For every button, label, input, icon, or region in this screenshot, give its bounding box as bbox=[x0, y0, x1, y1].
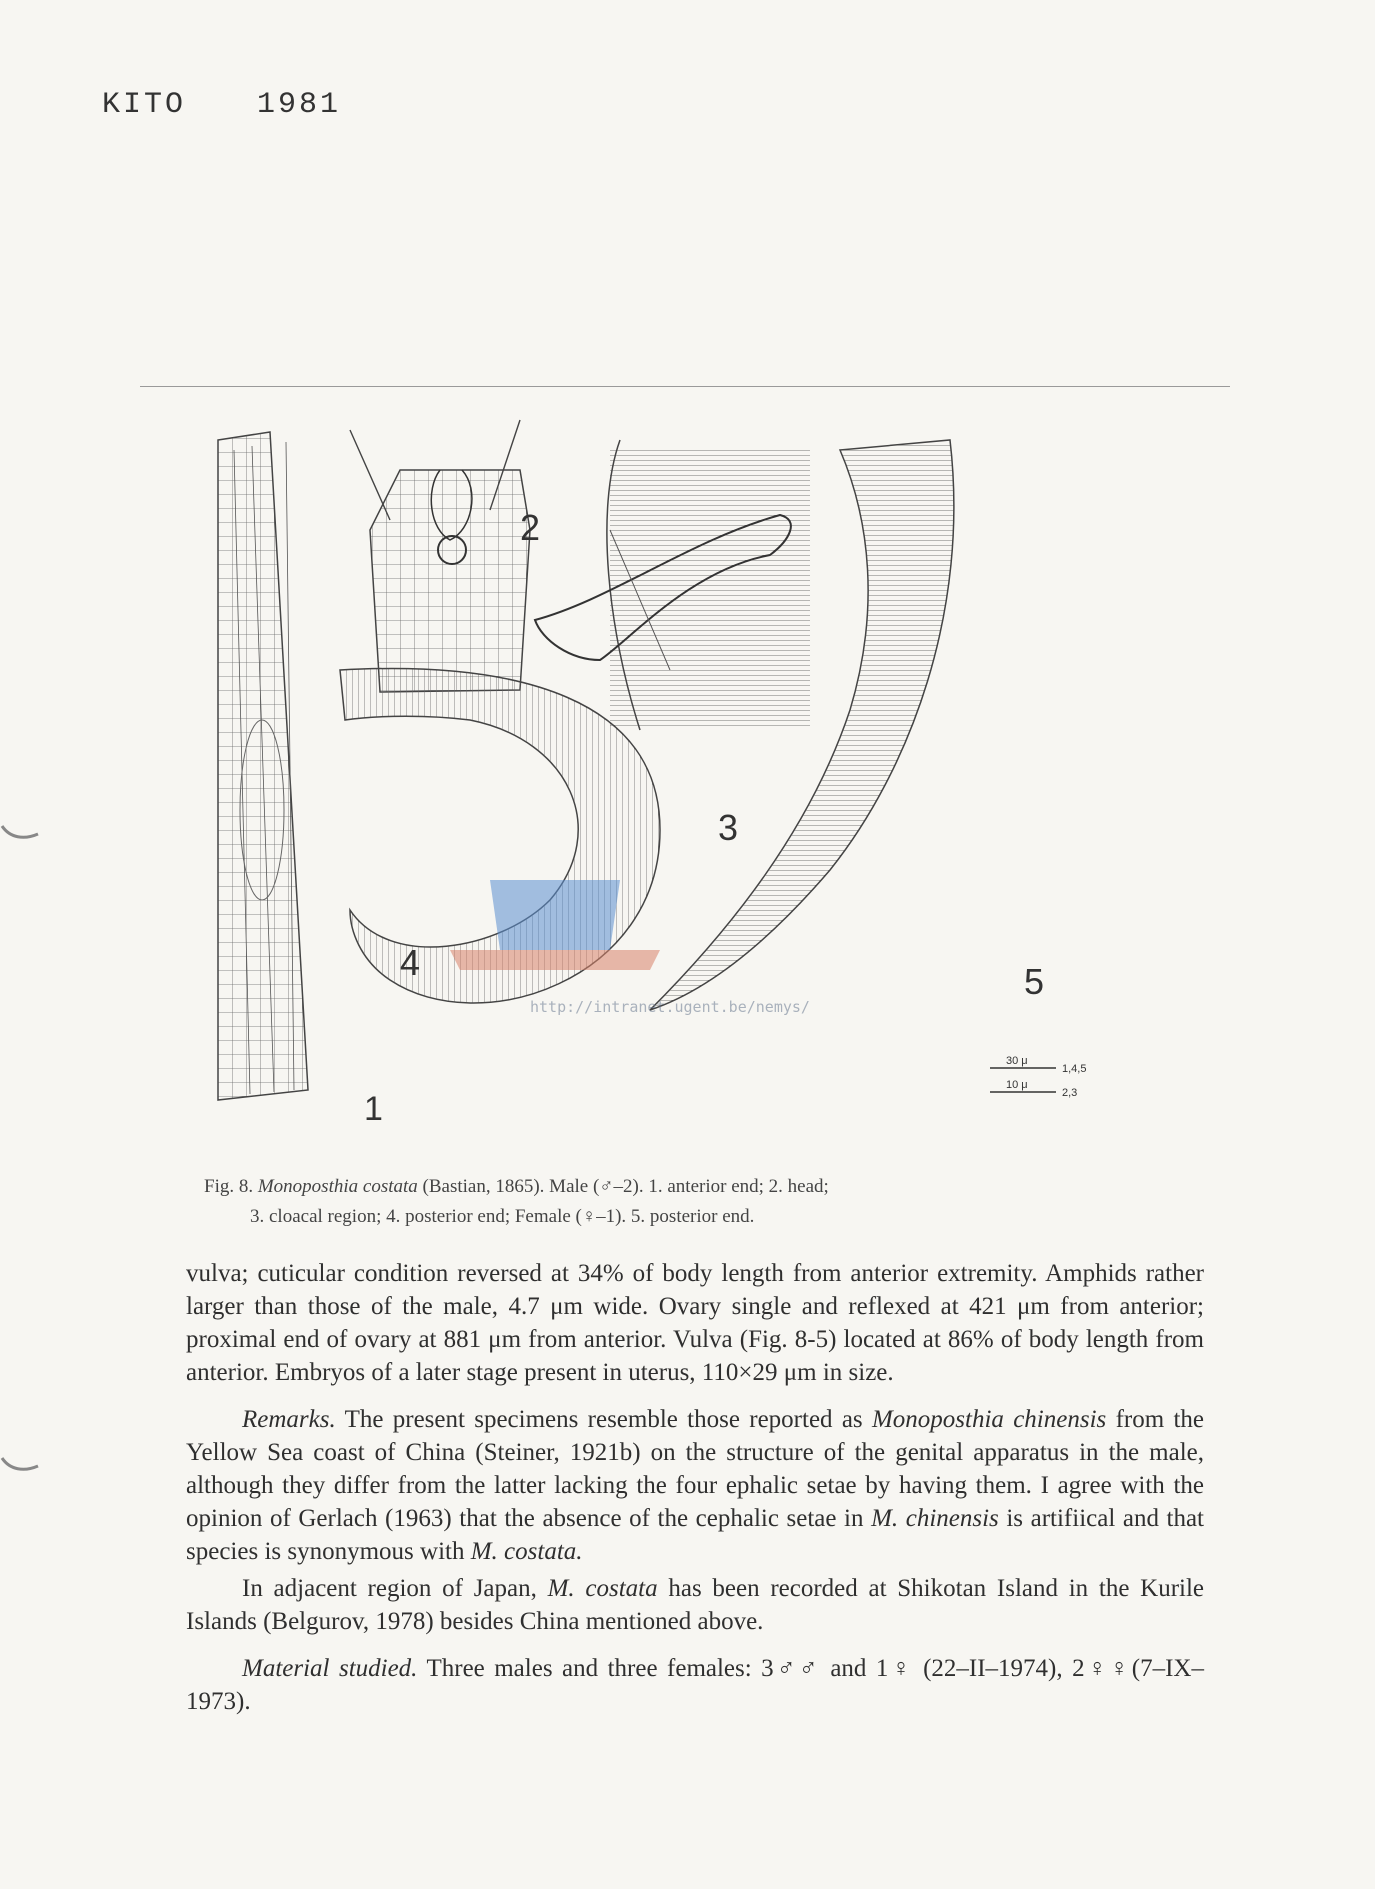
scale-bar-1-panels: 1,4,5 bbox=[1062, 1063, 1087, 1075]
paragraph-1: vulva; cuticular condition reversed at 34% of body length from anterior extremity. Amphids rather larger than those of the male, 4.7 μm wide. Ovary single and reflexed at 421 μm from anterior; proximal end of ovary at 881 μm from anterior. Vulva (Fig. 8-5) located at 86% of body length from anterior. Embryos of a later stage present in uterus, 110×29 μm in size. bbox=[186, 1260, 1204, 1386]
remarks-species-3: M. costata. bbox=[470, 1538, 583, 1565]
remarks-label: Remarks. bbox=[242, 1406, 336, 1433]
remarks-text-a: The present specimens resemble those reported as bbox=[344, 1406, 863, 1433]
header-author: KITO bbox=[102, 88, 187, 122]
panel-label-5: 5 bbox=[1024, 961, 1045, 1002]
figure-caption bbox=[204, 1172, 1194, 1232]
panel-2-head bbox=[350, 420, 530, 692]
body-text bbox=[186, 1257, 1204, 1732]
scan-mark bbox=[0, 1452, 40, 1482]
watermark-url: http://intranet.ugent.be/nemys/ bbox=[530, 998, 810, 1016]
scan-mark bbox=[0, 820, 40, 850]
scale-bar-1-value: 30 μ bbox=[1006, 1055, 1028, 1067]
remarks-text-b: from the Yellow Sea coast of China (Steiner, 1921b) on the structure of the genital apparatus in the male, although they differ from the latter lacking the four ephalic setae by having them. I agree with the opinion of Gerlach (1963) that the absence of the cephalic setae in bbox=[186, 1406, 1204, 1532]
remarks-species-1: Monoposthia chinensis bbox=[871, 1406, 1107, 1433]
remarks-text-c: is artifiical and that species is synonymous with bbox=[186, 1505, 1205, 1565]
header-year: 1981 bbox=[257, 88, 342, 122]
panel-label-2: 2 bbox=[520, 507, 541, 548]
scale-bar-2-panels: 2,3 bbox=[1062, 1087, 1078, 1099]
paragraph-remarks bbox=[186, 1403, 1204, 1568]
running-header bbox=[102, 88, 391, 122]
material-text: Three males and three females: 3♂♂ and 1♀ (22–II–1974), 2♀♀(7–IX–1973). bbox=[186, 1655, 1204, 1715]
panel-label-3: 3 bbox=[718, 807, 739, 848]
figure-8 bbox=[190, 410, 1210, 1170]
scale-bars bbox=[990, 1055, 1086, 1099]
figure-top-rule bbox=[140, 386, 1230, 387]
p3-text-a: In adjacent region of Japan, bbox=[242, 1575, 537, 1602]
material-label: Material studied. bbox=[242, 1655, 418, 1682]
panel-3-cloacal-region bbox=[535, 440, 810, 730]
caption-line1: (Bastian, 1865). Male (♂–2). 1. anterior end; 2. head; bbox=[422, 1176, 829, 1197]
p3-text-b: has been recorded at Shikotan Island in the Kurile Islands (Belgurov, 1978) besides China mentioned above. bbox=[186, 1575, 1205, 1635]
figure-drawing bbox=[190, 410, 1210, 1170]
p3-species: M. costata bbox=[547, 1575, 658, 1602]
caption-fig-label: Fig. 8. bbox=[204, 1176, 254, 1197]
paragraph-3 bbox=[186, 1572, 1204, 1638]
paragraph-material bbox=[186, 1652, 1204, 1718]
panel-label-1: 1 bbox=[364, 1090, 383, 1128]
scale-bar-2-value: 10 μ bbox=[1006, 1079, 1028, 1091]
caption-line2: 3. cloacal region; 4. posterior end; Female (♀–1). 5. posterior end. bbox=[250, 1206, 755, 1227]
remarks-species-2: M. chinensis bbox=[871, 1505, 999, 1532]
panel-1-anterior-end bbox=[218, 432, 308, 1100]
panel-label-4: 4 bbox=[400, 942, 421, 983]
caption-species: Monoposthia costata bbox=[257, 1176, 418, 1197]
